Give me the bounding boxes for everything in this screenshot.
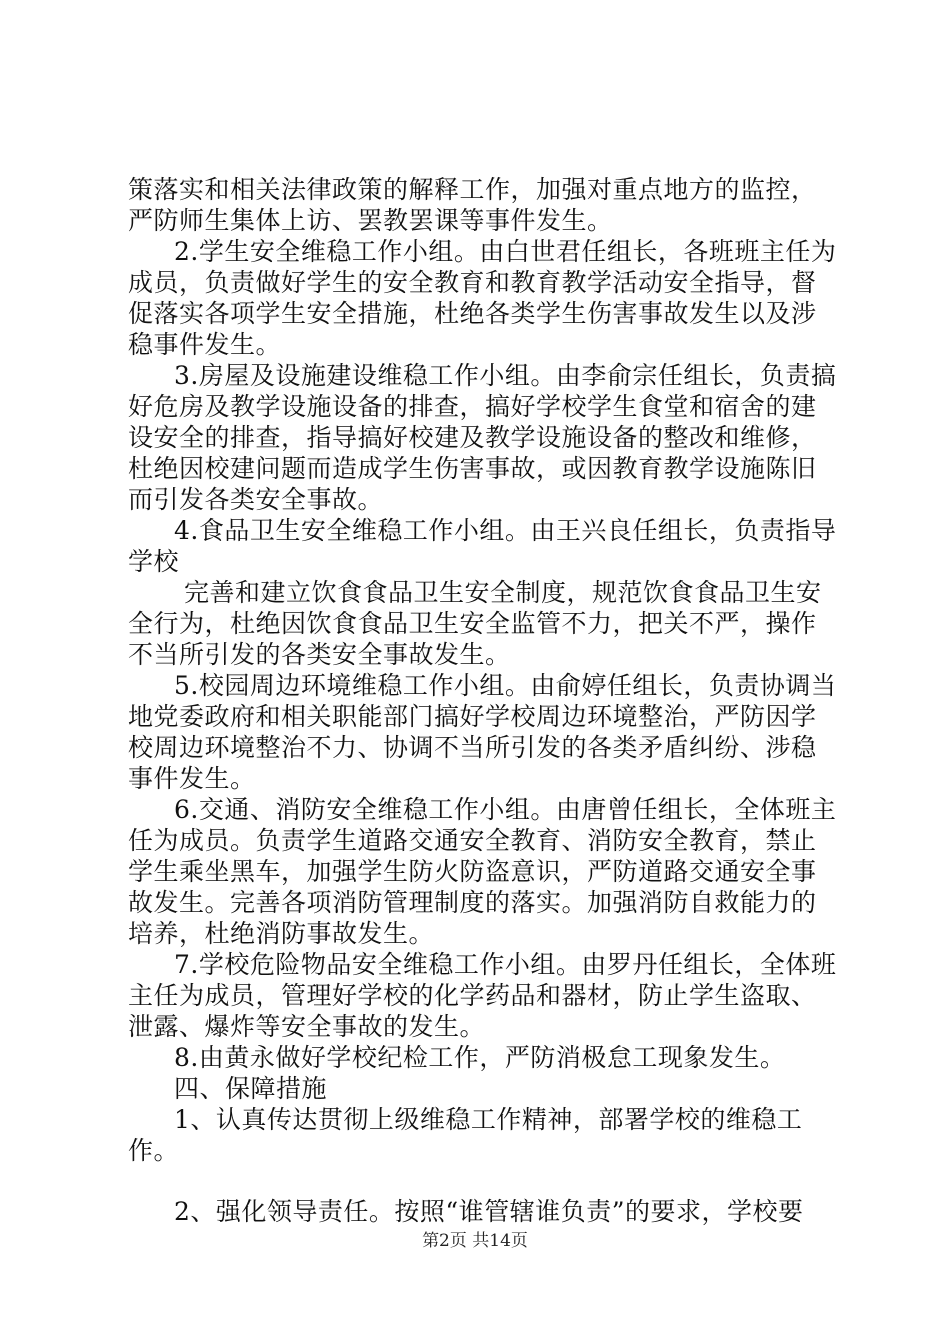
paragraph-food-hygiene-detail: 完善和建立饮食食品卫生安全制度，规范饮食食品卫生安全行为，杜绝因饮食食品卫生安全监管不力，把关不严，操作不当所引发的各类安全事故发生。: [128, 578, 822, 669]
paragraph-safeguard-2: 2、强化领导责任。按照“谁管辖谁负责”的要求，学校要: [174, 1197, 804, 1226]
paragraph-discipline-inspection: 8.由黄永做好学校纪检工作，严防消极怠工现象发生。: [174, 1043, 786, 1072]
paragraph-student-safety-group: 2.学生安全维稳工作小组。由白世君任组长，各班班主任为成员，负责做好学生的安全教育和教育教学活动安全指导，督促落实各项学生安全措施，杜绝各类学生伤害事故发生以及涉稳事件发生。: [128, 237, 837, 359]
section-heading-safeguards: 四、保障措施: [174, 1074, 328, 1103]
page-number-footer: 第2页 共14页: [422, 1231, 528, 1251]
document-body: [128, 174, 840, 1227]
paragraph-campus-environment-group: 5.校园周边环境维稳工作小组。由俞婷任组长，负责协调当地党委政府和相关职能部门搞好学校周边环境整治，严防因学校周边环境整治不力、协调不当所引发的各类矛盾纠纷、涉稳事件发生。: [128, 671, 837, 793]
paragraph-food-hygiene-group: 4.食品卫生安全维稳工作小组。由王兴良任组长，负责指导学校: [128, 516, 837, 576]
paragraph-building-facilities-group: 3.房屋及设施建设维稳工作小组。由李俞宗任组长，负责搞好危房及教学设施设备的排查，搞好学校学生食堂和宿舍的建设安全的排查，指导搞好校建及教学设施设备的整改和维修，杜绝因校建问题而造成学生伤害事故，或因教育教学设施陈旧而引发各类安全事故。: [128, 361, 837, 514]
paragraph-continuation: 策落实和相关法律政策的解释工作，加强对重点地方的监控，严防师生集体上访、罢教罢课等事件发生。: [128, 175, 817, 235]
paragraph-safeguard-1: 1、认真传达贯彻上级维稳工作精神，部署学校的维稳工作。: [128, 1105, 803, 1165]
paragraph-hazardous-materials-group: 7.学校危险物品安全维稳工作小组。由罗丹任组长，全体班主任为成员，管理好学校的化学药品和器材，防止学生盗取、泄露、爆炸等安全事故的发生。: [128, 950, 837, 1041]
paragraph-traffic-fire-group: 6.交通、消防安全维稳工作小组。由唐曾任组长，全体班主任为成员。负责学生道路交通安全教育、消防安全教育，禁止学生乘坐黑车，加强学生防火防盗意识，严防道路交通安全事故发生。完善各项消防管理制度的落实。加强消防自救能力的培养，杜绝消防事故发生。: [128, 795, 837, 948]
